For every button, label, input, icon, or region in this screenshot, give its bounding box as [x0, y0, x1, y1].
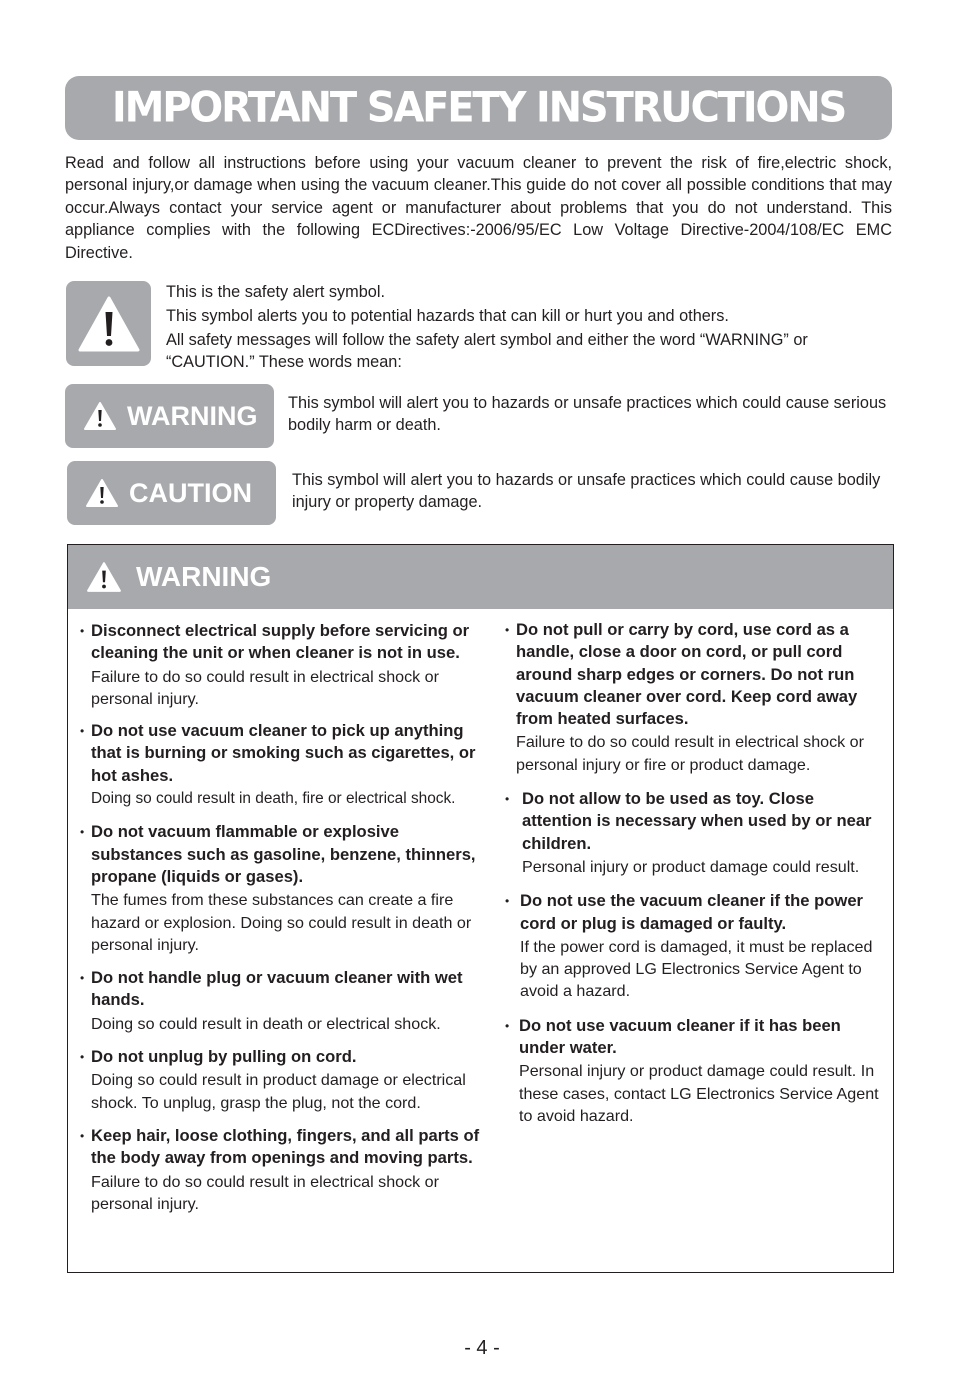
warning-item-body: Doing so could result in product damage or electrical shock. To unplug, grasp the plug, not the cord. [91, 1071, 466, 1112]
warning-badge [65, 384, 274, 448]
warning-item-head: • Do not vacuum flammable or explosive substances such as gasoline, benzene, thinners, propane (liquids or gases). [91, 822, 476, 886]
page-title: IMPORTANT SAFETY INSTRUCTIONS [111, 83, 846, 133]
warning-item-head: • Do not unplug by pulling on cord. [91, 1047, 357, 1067]
warning-triangle-icon [83, 401, 117, 431]
warning-item-head: • Do not handle plug or vacuum cleaner with wet hands. [91, 968, 463, 1010]
warning-left-column [80, 620, 486, 1215]
alert-line: This symbol alerts you to potential hazards that can kill or hurt you and others. [166, 307, 729, 325]
warning-item-head: • Do not use the vacuum cleaner if the power cord or plug is damaged or faulty. [520, 891, 864, 933]
warning-item-body: Failure to do so could result in electrical shock or personal injury. [91, 1172, 439, 1213]
warning-description: This symbol will alert you to hazards or unsafe practices which could cause serious bodily harm or death. [288, 394, 887, 434]
warning-item [80, 821, 486, 956]
warning-section-title: WARNING [136, 561, 272, 592]
warning-item-body: Doing so could result in death or electrical shock. [91, 1014, 441, 1033]
alert-line: This is the safety alert symbol. [166, 283, 385, 301]
warning-item-body: Personal injury or product damage could result. [522, 857, 860, 876]
alert-line: All safety messages will follow the safety alert symbol and either the word “WARNING” or “CAUTION.” These words mean: [166, 331, 808, 371]
warning-item-head: • Disconnect electrical supply before servicing or cleaning the unit or when cleaner is not in use. [91, 621, 470, 663]
warning-item-body: The fumes from these substances can create a fire hazard or explosion. Doing so could result in death or personal injury. [91, 891, 472, 954]
warning-item [80, 720, 486, 810]
warning-triangle-icon [86, 561, 122, 593]
warning-section-header [68, 545, 893, 609]
warning-item-head: • Do not allow to be used as toy. Close attention is necessary when used by or near children. [522, 789, 872, 853]
warning-item [80, 620, 486, 710]
warning-item-body: Personal injury or product damage could result. In these cases, contact LG Electronics Service Agent to avoid hazard. [519, 1062, 879, 1125]
alert-symbol-explanation [166, 281, 892, 375]
warning-item [505, 619, 881, 776]
warning-badge-label: WARNING [127, 400, 258, 431]
caution-badge-label: CAUTION [129, 477, 252, 508]
warning-item-head: • Keep hair, loose clothing, fingers, and all parts of the body away from openings and moving parts. [91, 1125, 480, 1168]
warning-item [80, 1125, 486, 1215]
warning-item-body: If the power cord is damaged, it must be replaced by an approved LG Electronics Service Agent to avoid a hazard. [520, 937, 873, 1001]
caution-description: This symbol will alert you to hazards or unsafe practices which could cause bodily injury or property damage. [292, 471, 881, 511]
warning-item-body: Failure to do so could result in electrical shock or personal injury or fire or product damage. [516, 733, 864, 774]
warning-item-head: • Do not pull or carry by cord, use cord as a handle, close a door on cord, or pull cord around sharp edges or corners. Do not run vacuum cleaner over cord. Keep cord away from heated surfaces. [516, 620, 858, 729]
warning-item-head: • Do not use vacuum cleaner to pick up anything that is burning or smoking such as cigarettes, or hot ashes. [91, 721, 476, 785]
warning-item-body: Doing so could result in death, fire or electrical shock. [91, 790, 456, 808]
safety-alert-triangle-icon [77, 295, 141, 353]
warning-item-head: • Do not use vacuum cleaner if it has been under water. [519, 1015, 841, 1058]
caution-badge [67, 461, 276, 525]
intro-paragraph: Read and follow all instructions before using your vacuum cleaner to prevent the risk of fire,electric shock, personal injury,or damage when using the vacuum cleaner.This guide do not cover all possible conditions that may occur.Always contact your service agent or manufacturer about problems that you do not understand. This appliance complies with the following ECDirectives:-2006/95/EC Low Voltage Directive-2004/108/EC EMC Directive. [65, 154, 892, 262]
warning-right-column [505, 619, 881, 1127]
page-number: - 4 - [464, 1337, 500, 1359]
warning-item [505, 1015, 881, 1127]
title-banner [65, 76, 892, 140]
caution-triangle-icon [85, 478, 119, 508]
warning-item [505, 890, 881, 1002]
warning-item [505, 788, 881, 878]
warning-item [80, 967, 486, 1035]
warning-item [80, 1046, 486, 1114]
warning-item-body: Failure to do so could result in electrical shock or personal injury. [91, 667, 439, 708]
safety-alert-symbol-box [66, 281, 151, 366]
